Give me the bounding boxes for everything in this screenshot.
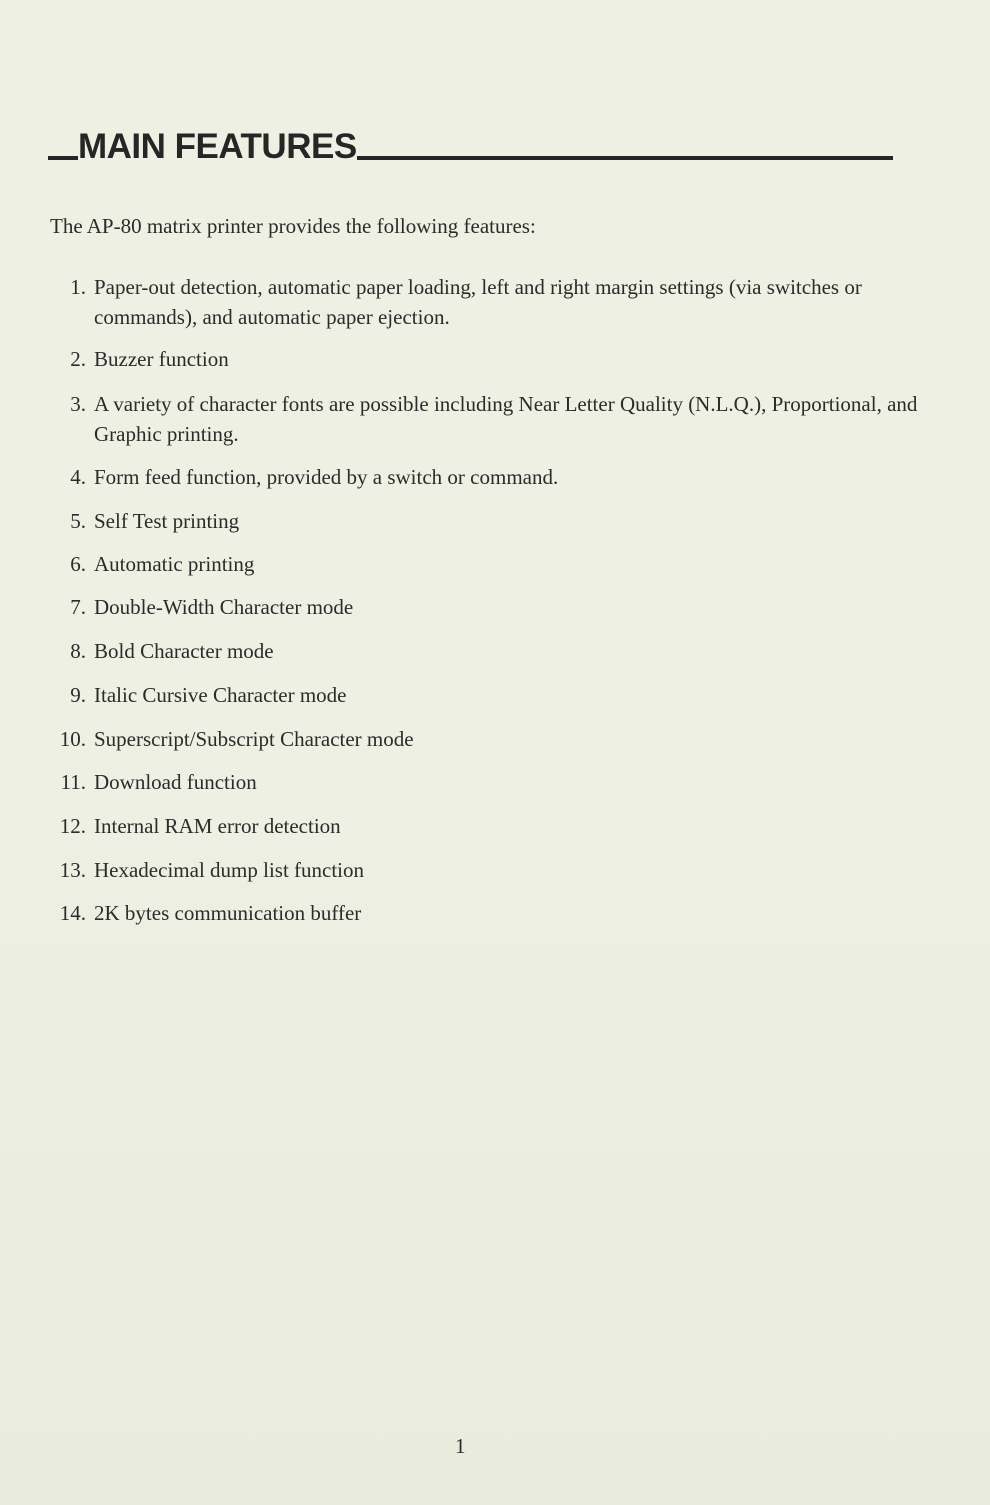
feature-number: 2.: [70, 347, 86, 371]
heading-trail-rule: [357, 156, 893, 160]
feature-item: [40, 592, 920, 622]
feature-item: [40, 462, 920, 492]
feature-list: [40, 272, 920, 928]
heading-lead-rule: [48, 156, 78, 160]
feature-text: Hexadecimal dump list function: [94, 858, 365, 882]
feature-text: Form feed function, provided by a switch or command.: [94, 465, 559, 489]
feature-number: 6.: [70, 552, 86, 576]
feature-item: [40, 724, 920, 754]
feature-item: [40, 506, 920, 536]
feature-number: 1.: [70, 275, 86, 299]
feature-text: Buzzer function: [94, 347, 229, 371]
feature-item: [40, 344, 920, 374]
feature-item: [40, 389, 920, 449]
intro-paragraph: The AP-80 matrix printer provides the following features:: [50, 214, 536, 238]
feature-item: [40, 272, 920, 332]
feature-item: [40, 549, 920, 579]
feature-item: [40, 811, 920, 841]
feature-number: 9.: [70, 683, 86, 707]
feature-text: Double-Width Character mode: [94, 595, 354, 619]
section-heading: [48, 122, 893, 168]
feature-text: Paper-out detection, automatic paper loading, left and right margin settings (via switches or commands), and automatic paper ejection.: [94, 275, 862, 329]
feature-number: 7.: [70, 595, 86, 619]
feature-number: 4.: [70, 465, 86, 489]
feature-number: 10.: [59, 727, 86, 751]
feature-item: [40, 680, 920, 710]
feature-text: Italic Cursive Character mode: [94, 683, 347, 707]
feature-text: 2K bytes communication buffer: [94, 901, 362, 925]
feature-text: Self Test printing: [94, 509, 240, 533]
feature-text: A variety of character fonts are possible including Near Letter Quality (N.L.Q.), Proportional, and Graphic printing.: [94, 392, 918, 446]
feature-text: Superscript/Subscript Character mode: [94, 727, 414, 751]
feature-number: 3.: [70, 392, 86, 416]
feature-item: [40, 636, 920, 666]
feature-text: Automatic printing: [94, 552, 255, 576]
section-title: MAIN FEATURES: [78, 127, 357, 166]
page-number: 1: [455, 1434, 466, 1458]
feature-number: 12.: [59, 814, 86, 838]
feature-text: Download function: [94, 770, 257, 794]
feature-number: 5.: [70, 509, 86, 533]
feature-item: [40, 855, 920, 885]
feature-number: 14.: [59, 901, 86, 925]
feature-text: Bold Character mode: [94, 639, 274, 663]
feature-item: [40, 898, 920, 928]
feature-item: [40, 767, 920, 797]
feature-number: 11.: [60, 770, 86, 794]
feature-number: 13.: [59, 858, 86, 882]
feature-text: Internal RAM error detection: [94, 814, 341, 838]
feature-number: 8.: [70, 639, 86, 663]
